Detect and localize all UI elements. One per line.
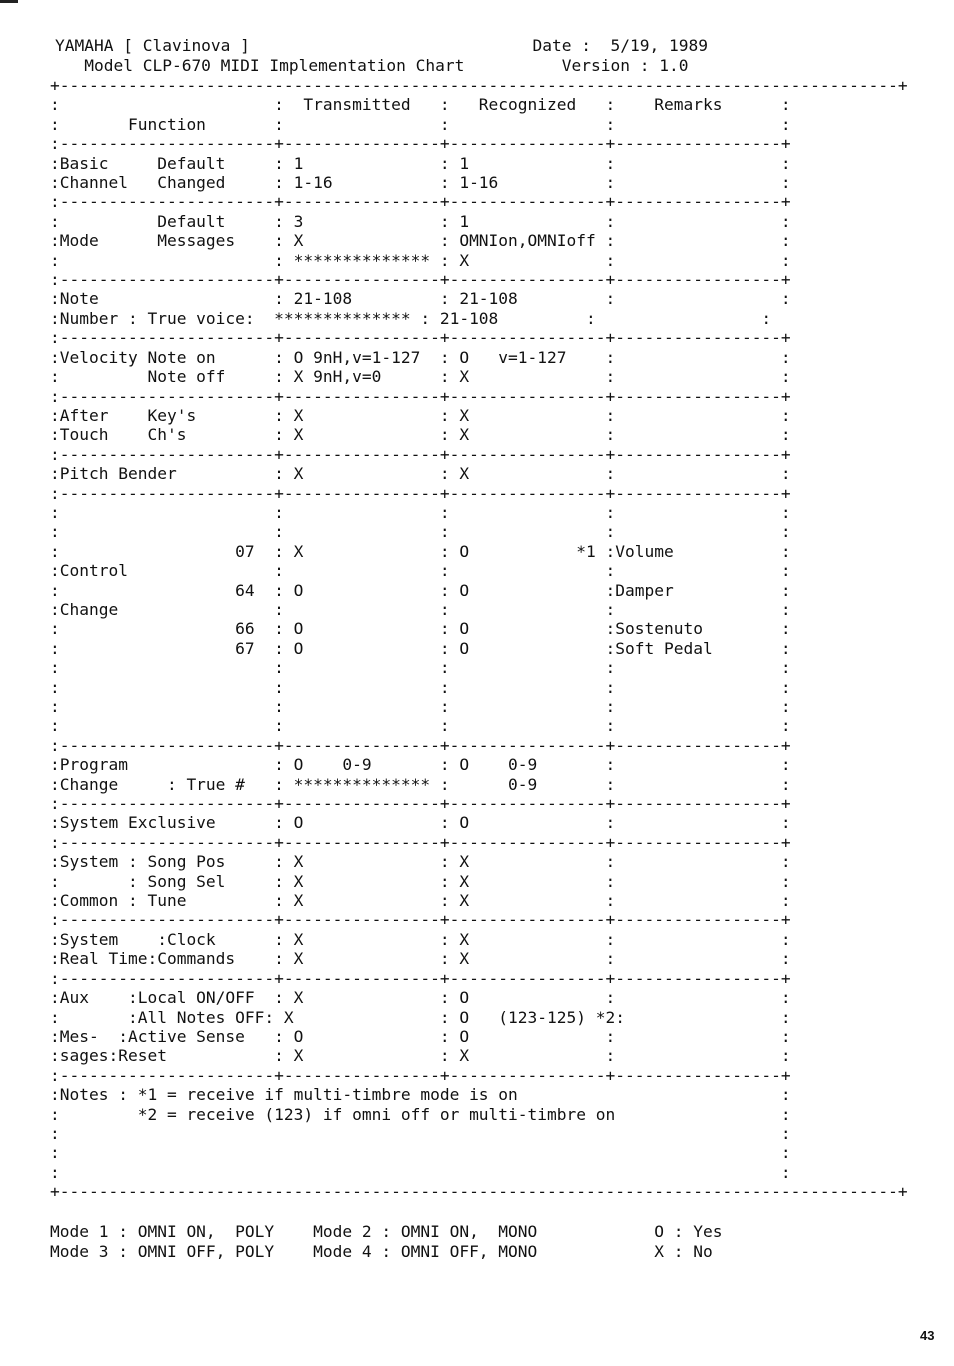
chart-row: : : : : : — [50, 677, 791, 697]
chart-row: :Program : O 0-9 : O 0-9 : : — [50, 755, 791, 775]
chart-row: : :All Notes OFF: X : O (123-125) *2: : — [50, 1007, 791, 1027]
chart-row: : : Song Sel : X : X : : — [50, 871, 791, 891]
chart-row: :Mode Messages : X : OMNIon,OMNIoff : : — [50, 231, 791, 251]
chart-table — [50, 76, 908, 1202]
chart-row: :----------------------+----------------+----------------+-----------------+ — [50, 270, 791, 290]
mode-legend — [50, 1222, 910, 1266]
chart-row: : Function : : : : — [50, 114, 791, 134]
chart-row: :----------------------+----------------+----------------+-----------------+ — [50, 483, 791, 503]
chart-row: :Control : : : : — [50, 561, 791, 581]
chart-row: :Mes- :Active Sense : O : O : : — [50, 1026, 791, 1046]
chart-header — [55, 36, 915, 80]
chart-row: :----------------------+----------------+----------------+-----------------+ — [50, 968, 791, 988]
chart-row: :Change : : : : — [50, 599, 791, 619]
header-model-line: Model CLP-670 MIDI Implementation Chart Version : 1.0 — [55, 56, 689, 75]
chart-row: :----------------------+----------------+----------------+-----------------+ — [50, 1065, 791, 1085]
chart-row: : : : : : — [50, 697, 791, 716]
chart-row: : : : : : — [50, 522, 791, 542]
chart-row: : 67 : O : O :Soft Pedal : — [50, 638, 791, 658]
chart-row: +--------------------------------------------------------------------------------------+ — [50, 76, 908, 95]
header-title-line: YAMAHA [ Clavinova ] Date : 5/19, 1989 — [55, 36, 708, 55]
chart-row: :----------------------+----------------+----------------+-----------------+ — [50, 134, 791, 154]
chart-row: :----------------------+----------------+----------------+-----------------+ — [50, 192, 791, 212]
chart-row: :Basic Default : 1 : 1 : : — [50, 153, 791, 173]
chart-row: :Touch Ch's : X : X : : — [50, 425, 791, 445]
chart-row: :Number : True voice: ************** : 21-108 : : — [50, 308, 772, 328]
chart-row: :----------------------+----------------+----------------+-----------------+ — [50, 444, 791, 464]
chart-row: : : — [50, 1143, 791, 1163]
chart-row: :----------------------+----------------+----------------+-----------------+ — [50, 328, 791, 348]
chart-row: : Note off : X 9nH,v=0 : X : : — [50, 367, 791, 387]
chart-row: :----------------------+----------------+----------------+-----------------+ — [50, 832, 791, 852]
chart-row: : *2 = receive (123) if omni off or multi-timbre on : — [50, 1104, 791, 1124]
chart-row: :After Key's : X : X : : — [50, 405, 791, 425]
chart-row: +--------------------------------------------------------------------------------------+ — [50, 1182, 908, 1202]
chart-row: : Default : 3 : 1 : : — [50, 211, 791, 231]
chart-row: :----------------------+----------------+----------------+-----------------+ — [50, 910, 791, 930]
chart-row: : : : : : — [50, 716, 791, 736]
chart-row: :Velocity Note on : O 9nH,v=1-127 : O v=1-127 : : — [50, 347, 791, 367]
chart-row: :sages:Reset : X : X : : — [50, 1046, 791, 1066]
chart-row: : : ************** : X : : — [50, 250, 791, 270]
legend-line-1: Mode 1 : OMNI ON, POLY Mode 2 : OMNI ON, MONO O : Yes — [50, 1222, 723, 1241]
chart-row: : : — [50, 1162, 791, 1182]
chart-row: :Real Time:Commands : X : X : : — [50, 949, 791, 969]
midi-implementation-chart — [50, 76, 908, 1226]
chart-row: : : Transmitted : Recognized : Remarks : — [50, 95, 791, 115]
chart-row: :Notes : *1 = receive if multi-timbre mode is on : — [50, 1085, 791, 1105]
chart-row: :Aux :Local ON/OFF : X : O : : — [50, 988, 791, 1008]
chart-row: :Pitch Bender : X : X : : — [50, 464, 791, 484]
chart-row: :Channel Changed : 1-16 : 1-16 : : — [50, 173, 791, 193]
chart-row: : : : : : — [50, 658, 791, 678]
chart-row: : : : : : — [50, 502, 791, 522]
chart-row: : 07 : X : O *1 :Volume : — [50, 541, 791, 561]
chart-row: :----------------------+----------------+----------------+-----------------+ — [50, 735, 791, 755]
chart-row: :Common : Tune : X : X : : — [50, 891, 791, 911]
legend-line-2: Mode 3 : OMNI OFF, POLY Mode 4 : OMNI OFF, MONO X : No — [50, 1242, 713, 1261]
chart-row: : : — [50, 1123, 791, 1143]
chart-row: :Note : 21-108 : 21-108 : : — [50, 289, 791, 309]
chart-row: :System :Clock : X : X : : — [50, 929, 791, 949]
scan-corner-mark — [0, 0, 18, 3]
chart-row: :----------------------+----------------+----------------+-----------------+ — [50, 386, 791, 406]
chart-row: :System Exclusive : O : O : : — [50, 813, 791, 833]
chart-row: :System : Song Pos : X : X : : — [50, 852, 791, 872]
chart-row: : 64 : O : O :Damper : — [50, 580, 791, 600]
page-number: 43 — [920, 1328, 935, 1343]
chart-row: :----------------------+----------------+----------------+-----------------+ — [50, 794, 791, 814]
chart-row: :Change : True # : ************** : 0-9 : : — [50, 774, 791, 794]
chart-row: : 66 : O : O :Sostenuto : — [50, 619, 791, 639]
